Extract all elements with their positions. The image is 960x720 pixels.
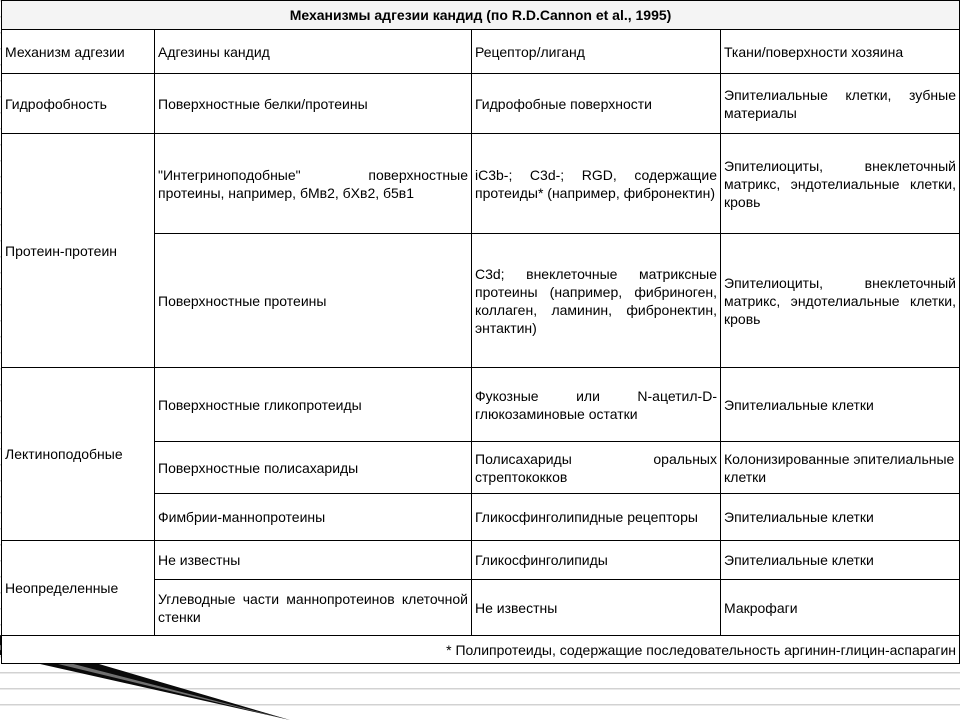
table-row <box>2 134 960 234</box>
adhesin-cell: Поверхностные гликопротеиды <box>155 368 472 442</box>
tissue-cell: Эпителиальные клетки <box>721 541 960 580</box>
tissue-cell: Колонизированные эпителиальные клетки <box>721 442 960 494</box>
mechanism-cell: Гидрофобность <box>2 74 155 134</box>
adhesin-cell: Поверхностные протеины <box>155 234 472 368</box>
table-row <box>2 368 960 442</box>
adhesin-cell: Не известны <box>155 541 472 580</box>
adhesin-cell: "Интегриноподобные" поверхностные протеины, например, бМв2, бХв2, б5в1 <box>155 134 472 234</box>
header-receptor: Рецептор/лиганд <box>472 30 721 74</box>
footnote-row <box>2 636 960 664</box>
mechanism-cell: Лектиноподобные <box>2 368 155 541</box>
adhesin-cell: Поверхностные полисахариды <box>155 442 472 494</box>
header-row <box>2 30 960 74</box>
table-row <box>2 541 960 580</box>
adhesion-table <box>1 0 960 664</box>
receptor-cell: Полисахариды оральных стрептококков <box>472 442 721 494</box>
table-row <box>2 74 960 134</box>
mechanism-cell: Неопределенные <box>2 541 155 636</box>
tissue-cell: Эпителиальные клетки <box>721 368 960 442</box>
tissue-cell: Эпителиальные клетки <box>721 494 960 541</box>
footnote: * Полипротеиды, содержащие последовательность аргинин-глицин-аспарагин <box>2 636 960 664</box>
header-mechanism: Механизм адгезии <box>2 30 155 74</box>
tissue-cell: Эпителиоциты, внеклеточный матрикс, эндотелиальные клетки, кровь <box>721 234 960 368</box>
header-adhesin: Адгезины кандид <box>155 30 472 74</box>
tissue-cell: Эпителиоциты, внеклеточный матрикс, эндотелиальные клетки, кровь <box>721 134 960 234</box>
receptor-cell: iC3b-; C3d-; RGD, содержащие протеиды* (например, фибронектин) <box>472 134 721 234</box>
title-row <box>2 1 960 30</box>
mechanism-cell: Протеин-протеин <box>2 134 155 368</box>
table-title: Механизмы адгезии кандид (по R.D.Cannon et al., 1995) <box>2 1 960 30</box>
tissue-cell: Эпителиальные клетки, зубные материалы <box>721 74 960 134</box>
adhesin-cell: Поверхностные белки/протеины <box>155 74 472 134</box>
tissue-cell: Макрофаги <box>721 580 960 636</box>
receptor-cell: Гликосфинголипидные рецепторы <box>472 494 721 541</box>
receptor-cell: Гидрофобные поверхности <box>472 74 721 134</box>
adhesin-cell: Углеводные части маннопротеинов клеточной стенки <box>155 580 472 636</box>
header-tissue: Ткани/поверхности хозяина <box>721 30 960 74</box>
receptor-cell: Не известны <box>472 580 721 636</box>
receptor-cell: Фукозные или N-ацетил-D-глюкозаминовые остатки <box>472 368 721 442</box>
receptor-cell: C3d; внеклеточные матриксные протеины (например, фибриноген, коллаген, ламинин, фибронектин, энтактин) <box>472 234 721 368</box>
receptor-cell: Гликосфинголипиды <box>472 541 721 580</box>
adhesin-cell: Фимбрии-маннопротеины <box>155 494 472 541</box>
